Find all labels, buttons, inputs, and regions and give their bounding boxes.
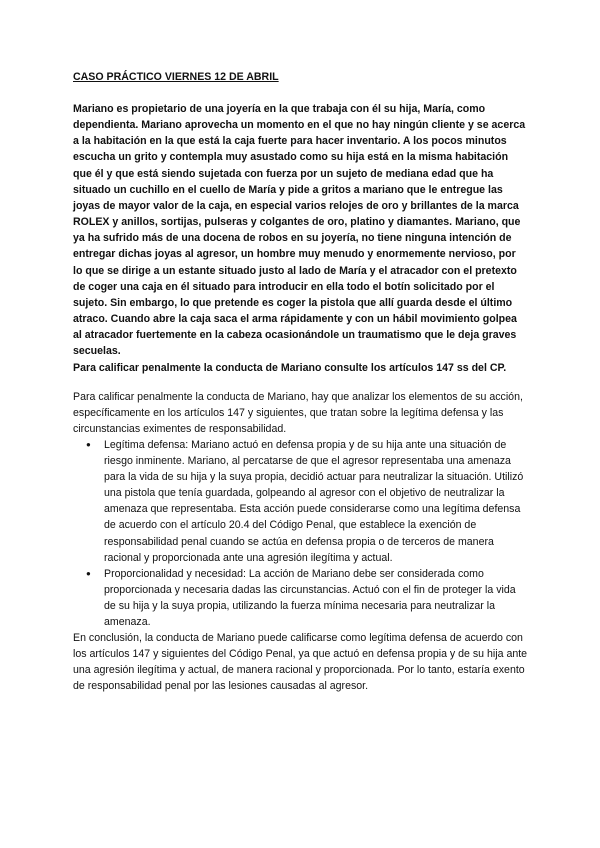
case-text: Mariano es propietario de una joyería en la que trabaja con él su hija, María, como dependienta. Mariano aprovecha un momento en el que no hay ningún cliente y se acerca a la habitación en la que está la caja fuerte para hacer inventario. A los pocos minutos escucha un grito y contempla muy asustado como su hija está en la misma habitación que él y que está siendo sujetada con fuerza por un sujeto de mediana edad que ha situado un cuchillo en el cuello de María y pide a gritos a mariano que le entregue las joyas de mayor valor de la caja, en especial varios relojes de oro y brillantes de la marca ROLEX y anillos, sortijas, pulseras y colgantes de oro, platino y diamantes. Mariano, que ya ha sufrido más de una docena de robos en su joyería, no tiene ninguna intención de entregar dichas joyas al agresor, un hombre muy menudo y enormemente nervioso, por lo que se dirige a un estante situado justo al lado de María y el atracador con el pretexto de coger una caja en él situado para introducir en ella todo el botín solicitado por el sujeto. Sin embargo, lo que pretende es coger la pistola que allí guarda desde el último atraco. Cuando abre la caja saca el arma rápidamente y con un hábil movimiento golpea al atracador fuertemente en la cabeza ocasionándole un traumatismo que le deja graves secuelas. — [73, 103, 526, 358]
answer-intro: Para calificar penalmente la conducta de Mariano, hay que analizar los elementos de su acción, específicamente en los artículos 147 y siguientes, que tratan sobre la legítima defensa y las circunstancias eximentes de responsabilidad. — [73, 390, 523, 435]
bullet-text-legitima-defensa: Legítima defensa: Mariano actuó en defensa propia y de su hija ante una situación de riesgo inminente. Mariano, al percatarse de que el agresor representaba una amenaza para la vida de su hija y la suya propia, decidió actuar para neutralizar la situación. Utilizó una pistola que tenía guardada, golpeando al agresor con el objetivo de neutralizar la amenaza que representaba. Esta acción puede considerarse como una legítima defensa de acuerdo con el artículo 20.4 del Código Penal, que establece la exención de responsabilidad penal cuando se actúa en defensa propia o de terceros de manera racional y proporcionada ante una agresión ilegítima y actual. — [104, 438, 524, 564]
case-question: Para calificar penalmente la conducta de Mariano consulte los artículos 147 ss del CP. — [73, 361, 507, 374]
answer-bullet-list — [73, 437, 528, 630]
document-page — [73, 70, 528, 694]
list-item — [86, 566, 528, 630]
answer-conclusion: En conclusión, la conducta de Mariano puede calificarse como legítima defensa de acuerdo con los artículos 147 y siguientes del Código Penal, ya que actuó en defensa propia y de su hija ante una agresión ilegítima y actual, de manera racional y proporcionada. Por lo tanto, estaría exento de responsabilidad penal por las lesiones causadas al agresor. — [73, 632, 528, 693]
document-title: CASO PRÁCTICO VIERNES 12 DE ABRIL — [73, 71, 279, 83]
bullet-icon: ● — [86, 568, 91, 578]
case-statement — [73, 101, 528, 376]
list-item — [86, 437, 528, 566]
answer-section — [73, 389, 528, 695]
bullet-icon: ● — [86, 439, 91, 449]
bullet-text-proporcionalidad: Proporcionalidad y necesidad: La acción de Mariano debe ser considerada como proporcionada y necesaria dadas las circunstancias. Actuó con el fin de proteger la vida de su hija y la suya propia, utilizando la fuerza mínima necesaria para neutralizar la amenaza. — [104, 567, 516, 628]
